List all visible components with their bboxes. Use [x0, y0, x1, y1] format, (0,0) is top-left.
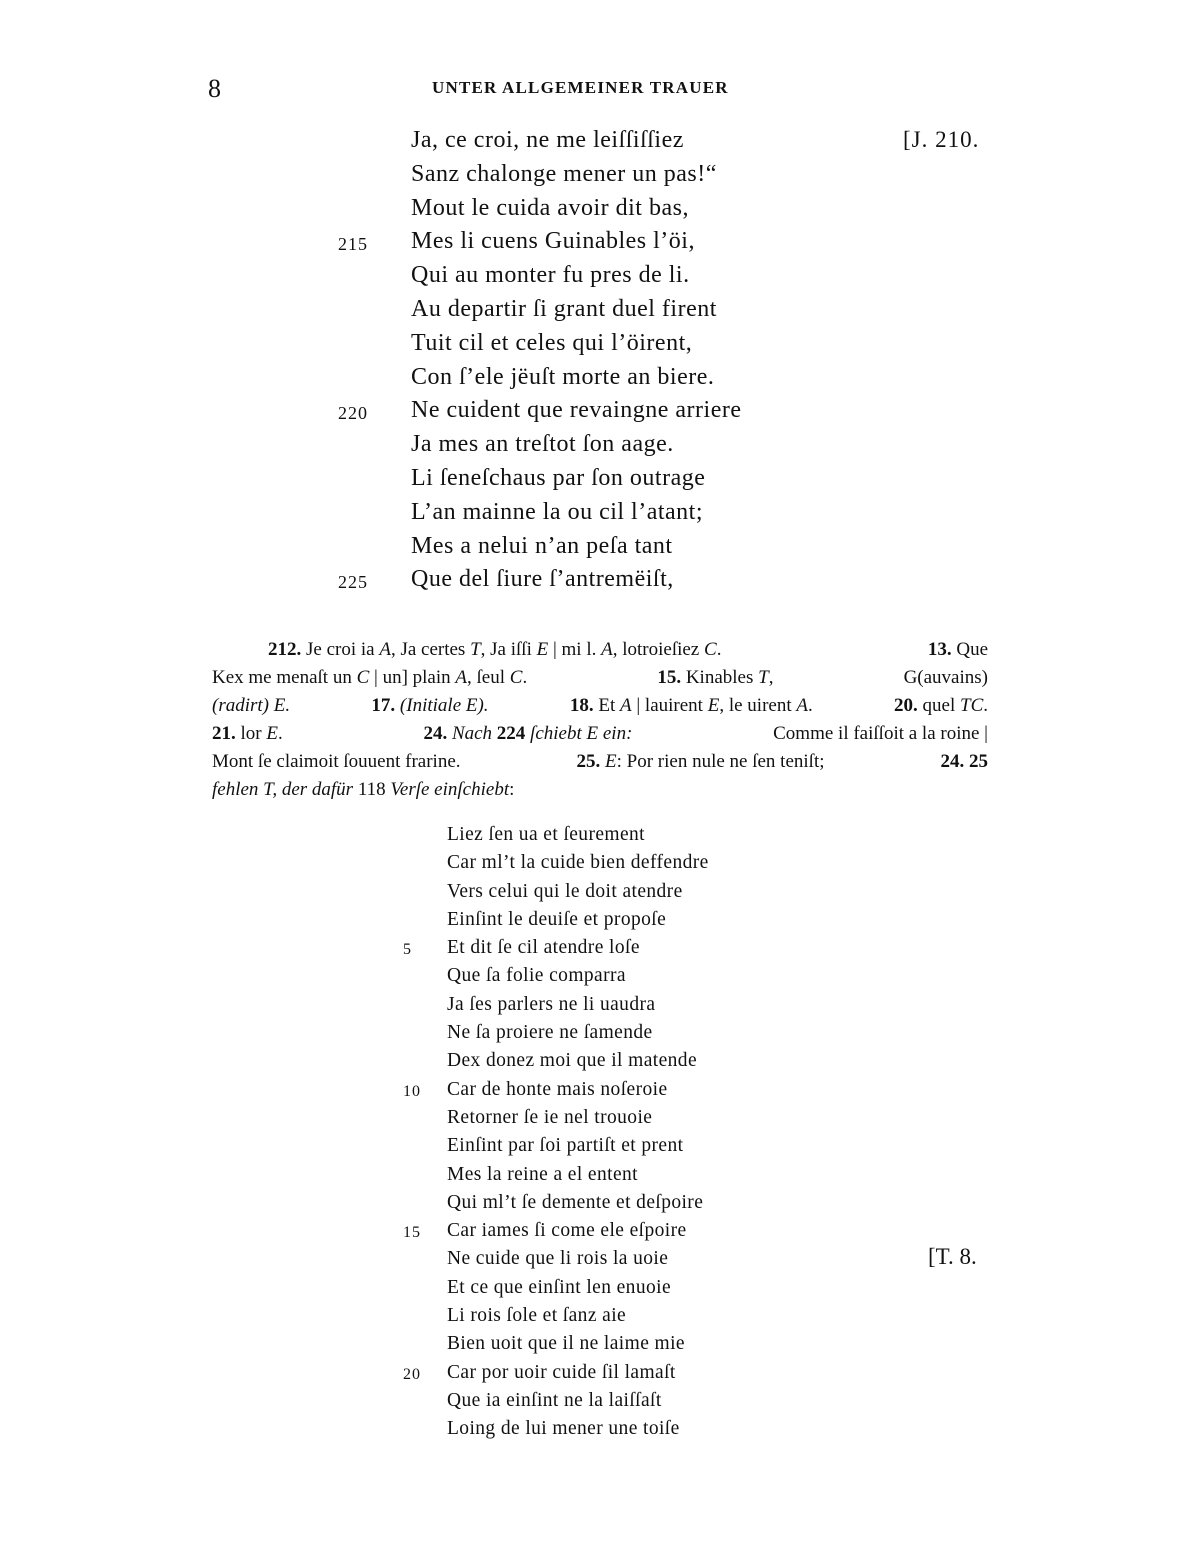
verse-text: Con ſ’ele jëuſt morte an biere.: [411, 363, 715, 390]
verse-line: [0, 462, 1200, 496]
variant-line: [0, 822, 1200, 850]
note-verse-ref: 13.: [927, 639, 952, 660]
page-header: [0, 72, 1200, 102]
verse-text: Ne ſa proiere ne ſamende: [447, 1022, 653, 1044]
verse-text: Qui ml’t ſe demente et deſpoire: [447, 1191, 704, 1213]
poem-text: [0, 124, 1200, 597]
verse-line: [0, 259, 1200, 293]
note-verse-ref: 18.: [569, 695, 594, 716]
verse-line: [0, 192, 1200, 226]
verse-line: [0, 124, 1200, 158]
verse-text: Car iames ſi come ele eſpoire: [447, 1220, 687, 1242]
verse-line: [0, 496, 1200, 530]
verse-text: Li rois ſole et ſanz aie: [447, 1305, 627, 1327]
note-line: (radirt) E. 17. (Initiale E). 18. Et A | lauirent E, le uirent A. 20. quel TC.: [212, 695, 988, 716]
variant-line: [0, 1331, 1200, 1359]
page-number: 8: [208, 74, 221, 103]
verse-text: Ne cuide que li rois la uoie: [447, 1248, 669, 1270]
variant-line: [0, 1218, 1200, 1246]
note-verse-ref: 17.: [371, 695, 396, 716]
verse-line: [0, 327, 1200, 361]
line-number: 225: [338, 572, 368, 593]
note-verse-ref: 212.: [268, 639, 302, 660]
variant-line: [0, 1303, 1200, 1331]
note-verse-ref: 25.: [576, 751, 601, 772]
variant-line: [0, 935, 1200, 963]
verse-text: Mes la reine a el entent: [447, 1163, 638, 1185]
verse-line: [0, 225, 1200, 259]
verse-text: Tuit cil et celes qui l’öirent,: [411, 329, 693, 356]
variant-line: [0, 1190, 1200, 1218]
verse-text: Mes a nelui n’an peſa tant: [411, 532, 673, 559]
note-verse-ref: 21.: [212, 723, 236, 744]
line-number: 5: [403, 941, 412, 959]
critical-apparatus: [212, 636, 988, 804]
verse-text: Ja mes an treſtot ſon aage.: [411, 431, 674, 458]
variant-verses: [0, 822, 1200, 1445]
variant-line: [0, 1105, 1200, 1133]
note-line: Kex me menaſt un C | un] plain A, ſeul C. 15. Kinables T, G(auvains): [212, 667, 988, 688]
variant-line: [0, 1360, 1200, 1388]
verse-text: Que ia einſint ne la laiſſaſt: [447, 1389, 662, 1411]
verse-line: [0, 530, 1200, 564]
verse-text: Li ſeneſchaus par ſon outrage: [411, 464, 706, 491]
verse-text: Au departir ſi grant duel firent: [411, 295, 717, 322]
line-number: 20: [403, 1365, 421, 1383]
verse-line: [0, 158, 1200, 192]
verse-line: [0, 428, 1200, 462]
variant-line: [0, 1133, 1200, 1161]
verse-text: Que ſa folie comparra: [447, 965, 626, 987]
verse-text: Loing de lui mener une toiſe: [447, 1418, 680, 1440]
running-head: UNTER ALLGEMEINER TRAUER: [432, 78, 729, 97]
variant-line: [0, 850, 1200, 878]
note-line: Mont ſe claimoit ſouuent frarine. 25. E: Por rien nule ne ſen teniſt; 24. 25: [212, 748, 988, 776]
verse-line: [0, 293, 1200, 327]
verse-text: Einſint par ſoi partiſt et prent: [447, 1135, 684, 1157]
verse-text: Car ml’t la cuide bien deffendre: [447, 852, 709, 874]
verse-text: Car por uoir cuide ſil lamaſt: [447, 1361, 676, 1383]
verse-text: Que del ſiure ſ’antremëiſt,: [411, 566, 674, 593]
note-verse-ref: 20.: [894, 695, 918, 716]
variant-line: [0, 992, 1200, 1020]
verse-text: Retorner ſe ie nel trouoie: [447, 1106, 653, 1128]
verse-text: Mes li cuens Guinables l’öi,: [411, 228, 695, 255]
line-number: 215: [338, 234, 368, 255]
variant-line: [0, 1162, 1200, 1190]
variant-line: [0, 879, 1200, 907]
verse-text: Qui au monter fu pres de li.: [411, 262, 690, 289]
note-verse-ref: 24.: [423, 723, 448, 744]
verse-text: Dex donez moi que il matende: [447, 1050, 697, 1072]
variant-line: [0, 1388, 1200, 1416]
variant-line: [0, 907, 1200, 935]
line-number: 15: [403, 1224, 421, 1242]
verse-text: Et ce que einſint len enuoie: [447, 1276, 671, 1298]
verse-line: [0, 563, 1200, 597]
verse-text: Car de honte mais noſeroie: [447, 1078, 668, 1100]
verse-text: Ne cuident que revaingne arriere: [411, 397, 742, 424]
variant-line: [0, 1020, 1200, 1048]
verse-text: Ja ſes parlers ne li uaudra: [447, 993, 656, 1015]
line-number: 220: [338, 403, 368, 424]
verse-text: Einſint le deuiſe et propoſe: [447, 908, 667, 930]
variant-line: [0, 1275, 1200, 1303]
variant-line: [0, 1077, 1200, 1105]
verse-line: [0, 361, 1200, 395]
line-number: 10: [403, 1082, 421, 1100]
reference-marker: [T. 8.: [928, 1244, 977, 1270]
verse-line: [0, 394, 1200, 428]
note-line: 212. Je croi ia A, Ja certes T, Ja iſſi E | mi l. A, lotroieſiez C. 13. Que: [268, 639, 988, 660]
verse-text: L’an mainne la ou cil l’atant;: [411, 498, 704, 525]
variant-line: [0, 1416, 1200, 1444]
verse-text: Et dit ſe cil atendre loſe: [447, 937, 640, 959]
variant-line: [0, 1048, 1200, 1076]
reference-marker: [J. 210.: [903, 127, 980, 152]
note-line: fehlen T, der dafür 118 Verſe einſchiebt:: [212, 779, 515, 800]
verse-text: Liez ſen ua et ſeurement: [447, 824, 646, 845]
verse-text: Sanz chalonge mener un pas!“: [411, 160, 717, 187]
verse-text: Vers celui qui le doit atendre: [447, 880, 683, 902]
verse-text: Bien uoit que il ne laime mie: [447, 1333, 685, 1355]
verse-text: Ja, ce croi, ne me leiſſiſſiez: [411, 127, 684, 153]
variant-line: [0, 1246, 1200, 1274]
verse-text: Mout le cuida avoir dit bas,: [411, 194, 689, 221]
note-verse-ref: 15.: [657, 667, 682, 688]
variant-line: [0, 963, 1200, 991]
note-verse-ref: 24. 25: [940, 751, 988, 772]
note-line: 21. lor E. 24. Nach 224 ſchiebt E ein: Comme il faiſſoit a la roine |: [212, 723, 988, 744]
